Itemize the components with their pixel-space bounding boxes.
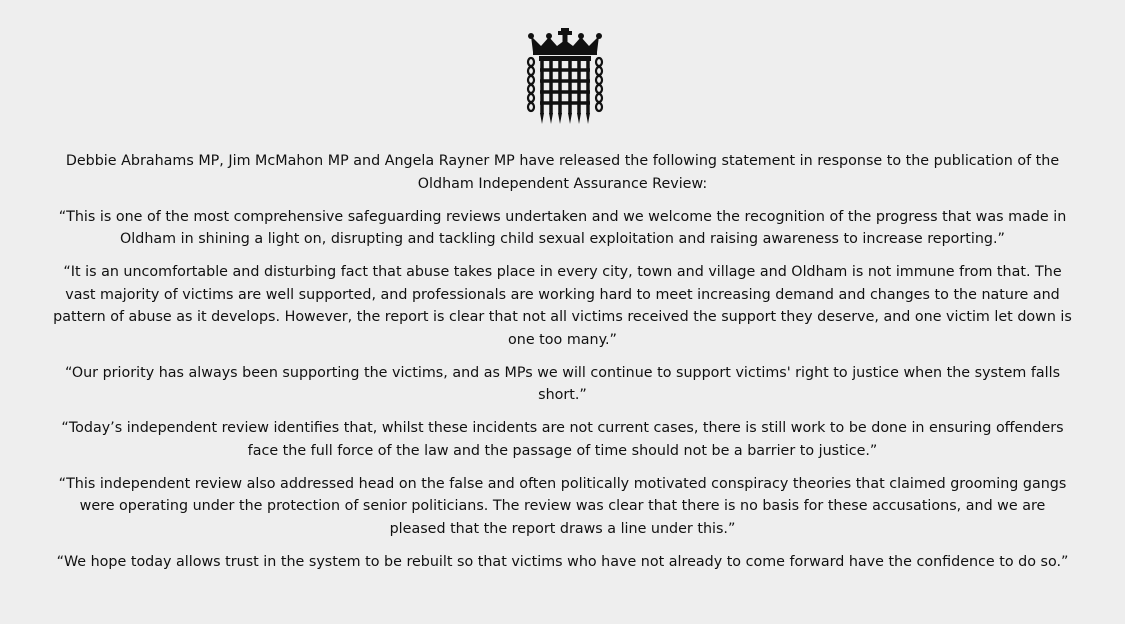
statement-intro: Debbie Abrahams MP, Jim McMahon MP and Angela Rayner MP have released the following statement in response to the publication of the Oldham Independent Assurance Review: — [65, 153, 1060, 192]
statement-quote: “Today’s independent review identifies that, whilst these incidents are not current cases, there is still work to be done in ensuring offenders face the full force of the law and the passage of time should not be a barrier to justice.” — [61, 420, 1064, 459]
portcullis-icon — [525, 28, 605, 126]
statement-body — [52, 150, 1073, 584]
statement-quote: “It is an uncomfortable and disturbing fact that abuse takes place in every city, town and village and Oldham is not immune from that. The vast majority of victims are well supported, and professionals are working hard to meet increasing demand and changes to the nature and pattern of abuse as it develops. However, the report is clear that not all victims received the support they deserve, and one victim let down is one too many.” — [53, 264, 1072, 348]
statement-quote: “Our priority has always been supporting the victims, and as MPs we will continue to support victims' right to justice when the system falls short.” — [64, 364, 1061, 403]
statement-quote: “This is one of the most comprehensive safeguarding reviews undertaken and we welcome the recognition of the progress that was made in Oldham in shining a light on, disrupting and tackling child sexual exploitation and raising awareness to increase reporting.” — [58, 208, 1067, 247]
statement-quote: “This independent review also addressed head on the false and often politically motivated conspiracy theories that claimed grooming gangs were operating under the protection of senior politicians. The review was clear that there is no basis for these accusations, and we are pleased that the report draws a line under this.” — [58, 475, 1067, 537]
statement-quote: “We hope today allows trust in the system to be rebuilt so that victims who have not already to come forward have the confidence to do so.” — [56, 553, 1069, 570]
